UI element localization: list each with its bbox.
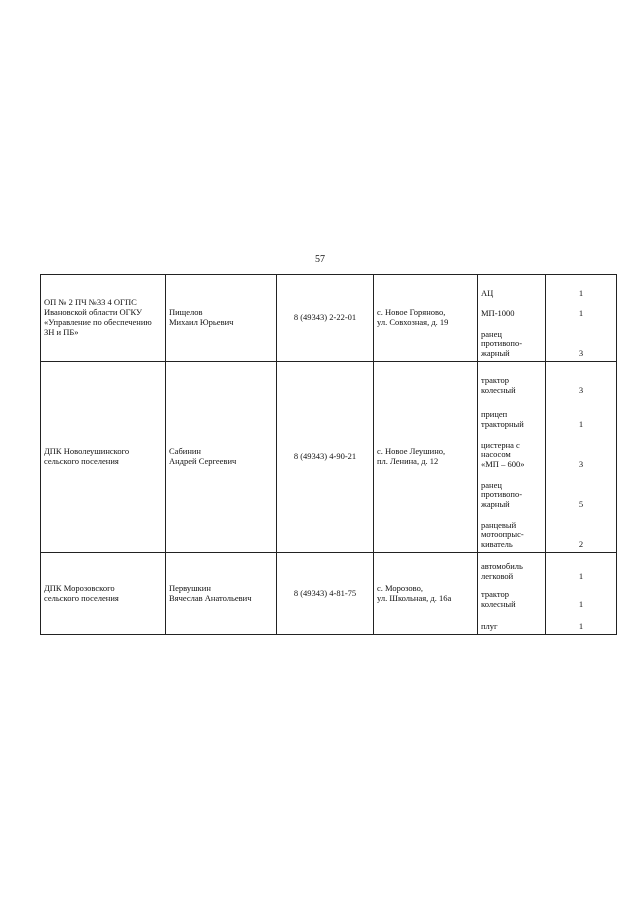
phone-cell: 8 (49343) 2-22-01 <box>277 275 374 362</box>
equipment-name-line: жарный <box>481 499 510 510</box>
equipment-name-line: трактор <box>481 375 509 386</box>
organization-line: ОП № 2 ПЧ №33 4 ОГПС <box>44 297 137 308</box>
equipment-name-line: противопо- <box>481 338 523 349</box>
equipment-item <box>481 299 542 319</box>
equipment-item <box>481 430 542 470</box>
equipment-cell <box>478 275 546 362</box>
equipment-name-line: противопо- <box>481 489 523 500</box>
person-name-line: Андрей Сергеевич <box>169 456 237 466</box>
equipment-name-line: трактор <box>481 588 509 599</box>
equipment-name-line: тракторный <box>481 419 524 430</box>
address-line: пл. Ленина, д. 12 <box>377 456 439 466</box>
organization-line: ДПК Новолеушинского <box>44 446 130 457</box>
quantity-cell <box>546 362 617 553</box>
responsible-person-cell <box>166 362 277 553</box>
equipment-item <box>481 277 542 299</box>
organization-line: ДПК Морозовского <box>44 582 115 593</box>
quantity-cell <box>546 553 617 635</box>
registry-table-body <box>41 275 617 635</box>
address-cell <box>374 275 478 362</box>
address-line: с. Новое Горяново, <box>377 307 446 318</box>
equipment-name-line: МП-1000 <box>481 308 515 319</box>
address-line: ул. Совхозная, д. 19 <box>377 317 449 327</box>
phone-cell: 8 (49343) 4-90-21 <box>277 362 374 553</box>
organization-line: Ивановской области ОГКУ <box>44 307 143 318</box>
organization-line: сельского поселения <box>44 456 119 466</box>
equipment-quantity: 1 <box>578 598 584 609</box>
equipment-quantity: 3 <box>578 459 584 470</box>
organization-line: ЗН и ПБ» <box>44 326 79 337</box>
equipment-item <box>481 556 542 582</box>
equipment-cell <box>478 362 546 553</box>
registry-table <box>40 274 617 635</box>
equipment-item <box>481 582 542 610</box>
table-row <box>41 362 617 553</box>
equipment-quantity: 1 <box>578 288 584 299</box>
equipment-name-line: колесный <box>481 598 516 609</box>
equipment-name-line: прицеп <box>481 409 508 420</box>
address-line: с. Новое Леушино, <box>377 446 446 457</box>
equipment-quantity: 1 <box>578 570 584 581</box>
equipment-item <box>481 319 542 359</box>
equipment-name-line: киватель <box>481 539 513 550</box>
address-line: с. Морозово, <box>377 582 424 593</box>
organization-cell <box>41 553 166 635</box>
quantity-cell <box>546 275 617 362</box>
equipment-name-line: легковой <box>481 570 514 581</box>
equipment-name-line: мотоопрыс- <box>481 529 524 540</box>
responsible-person-cell <box>166 275 277 362</box>
equipment-quantity: 1 <box>578 308 584 319</box>
equipment-name-line: автомобиль <box>481 560 523 571</box>
equipment-item <box>481 364 542 396</box>
equipment-name-line: плуг <box>481 620 498 631</box>
equipment-quantity: 2 <box>578 539 584 550</box>
equipment-quantity: 3 <box>578 385 584 396</box>
organization-line: сельского поселения <box>44 592 119 603</box>
person-name-line: Сабинин <box>169 446 201 457</box>
address-cell <box>374 362 478 553</box>
person-name-line: Вячеслав Анатольевич <box>169 592 252 603</box>
responsible-person-cell <box>166 553 277 635</box>
equipment-name-line: ранец <box>481 479 502 490</box>
equipment-name-line: насосом <box>481 449 511 460</box>
table-row <box>41 275 617 362</box>
equipment-name-line: колесный <box>481 385 516 396</box>
equipment-quantity: 3 <box>578 348 584 359</box>
equipment-name-line: жарный <box>481 348 510 359</box>
equipment-name-line: ранцевый <box>481 519 517 530</box>
organization-cell <box>41 275 166 362</box>
equipment-item <box>481 470 542 510</box>
page-number: 57 <box>315 254 325 265</box>
organization-cell <box>41 362 166 553</box>
equipment-name-line: «МП – 600» <box>481 459 525 470</box>
equipment-name-line: цистерна с <box>481 439 520 450</box>
phone-cell: 8 (49343) 4-81-75 <box>277 553 374 635</box>
person-name-line: Михаил Юрьевич <box>169 317 234 327</box>
equipment-name-line: ранец <box>481 328 502 339</box>
equipment-quantity: 1 <box>578 419 584 430</box>
equipment-item <box>481 510 542 550</box>
equipment-item <box>481 610 542 632</box>
equipment-cell <box>478 553 546 635</box>
equipment-quantity: 1 <box>578 620 584 631</box>
equipment-quantity: 5 <box>578 499 584 510</box>
address-line: ул. Школьная, д. 16а <box>377 592 452 603</box>
person-name-line: Пищелов <box>169 307 203 318</box>
equipment-item <box>481 396 542 430</box>
address-cell <box>374 553 478 635</box>
equipment-name-line: АЦ <box>481 288 494 299</box>
person-name-line: Первушкин <box>169 582 211 593</box>
table-row <box>41 553 617 635</box>
organization-line: «Управление по обеспечению <box>44 317 152 327</box>
